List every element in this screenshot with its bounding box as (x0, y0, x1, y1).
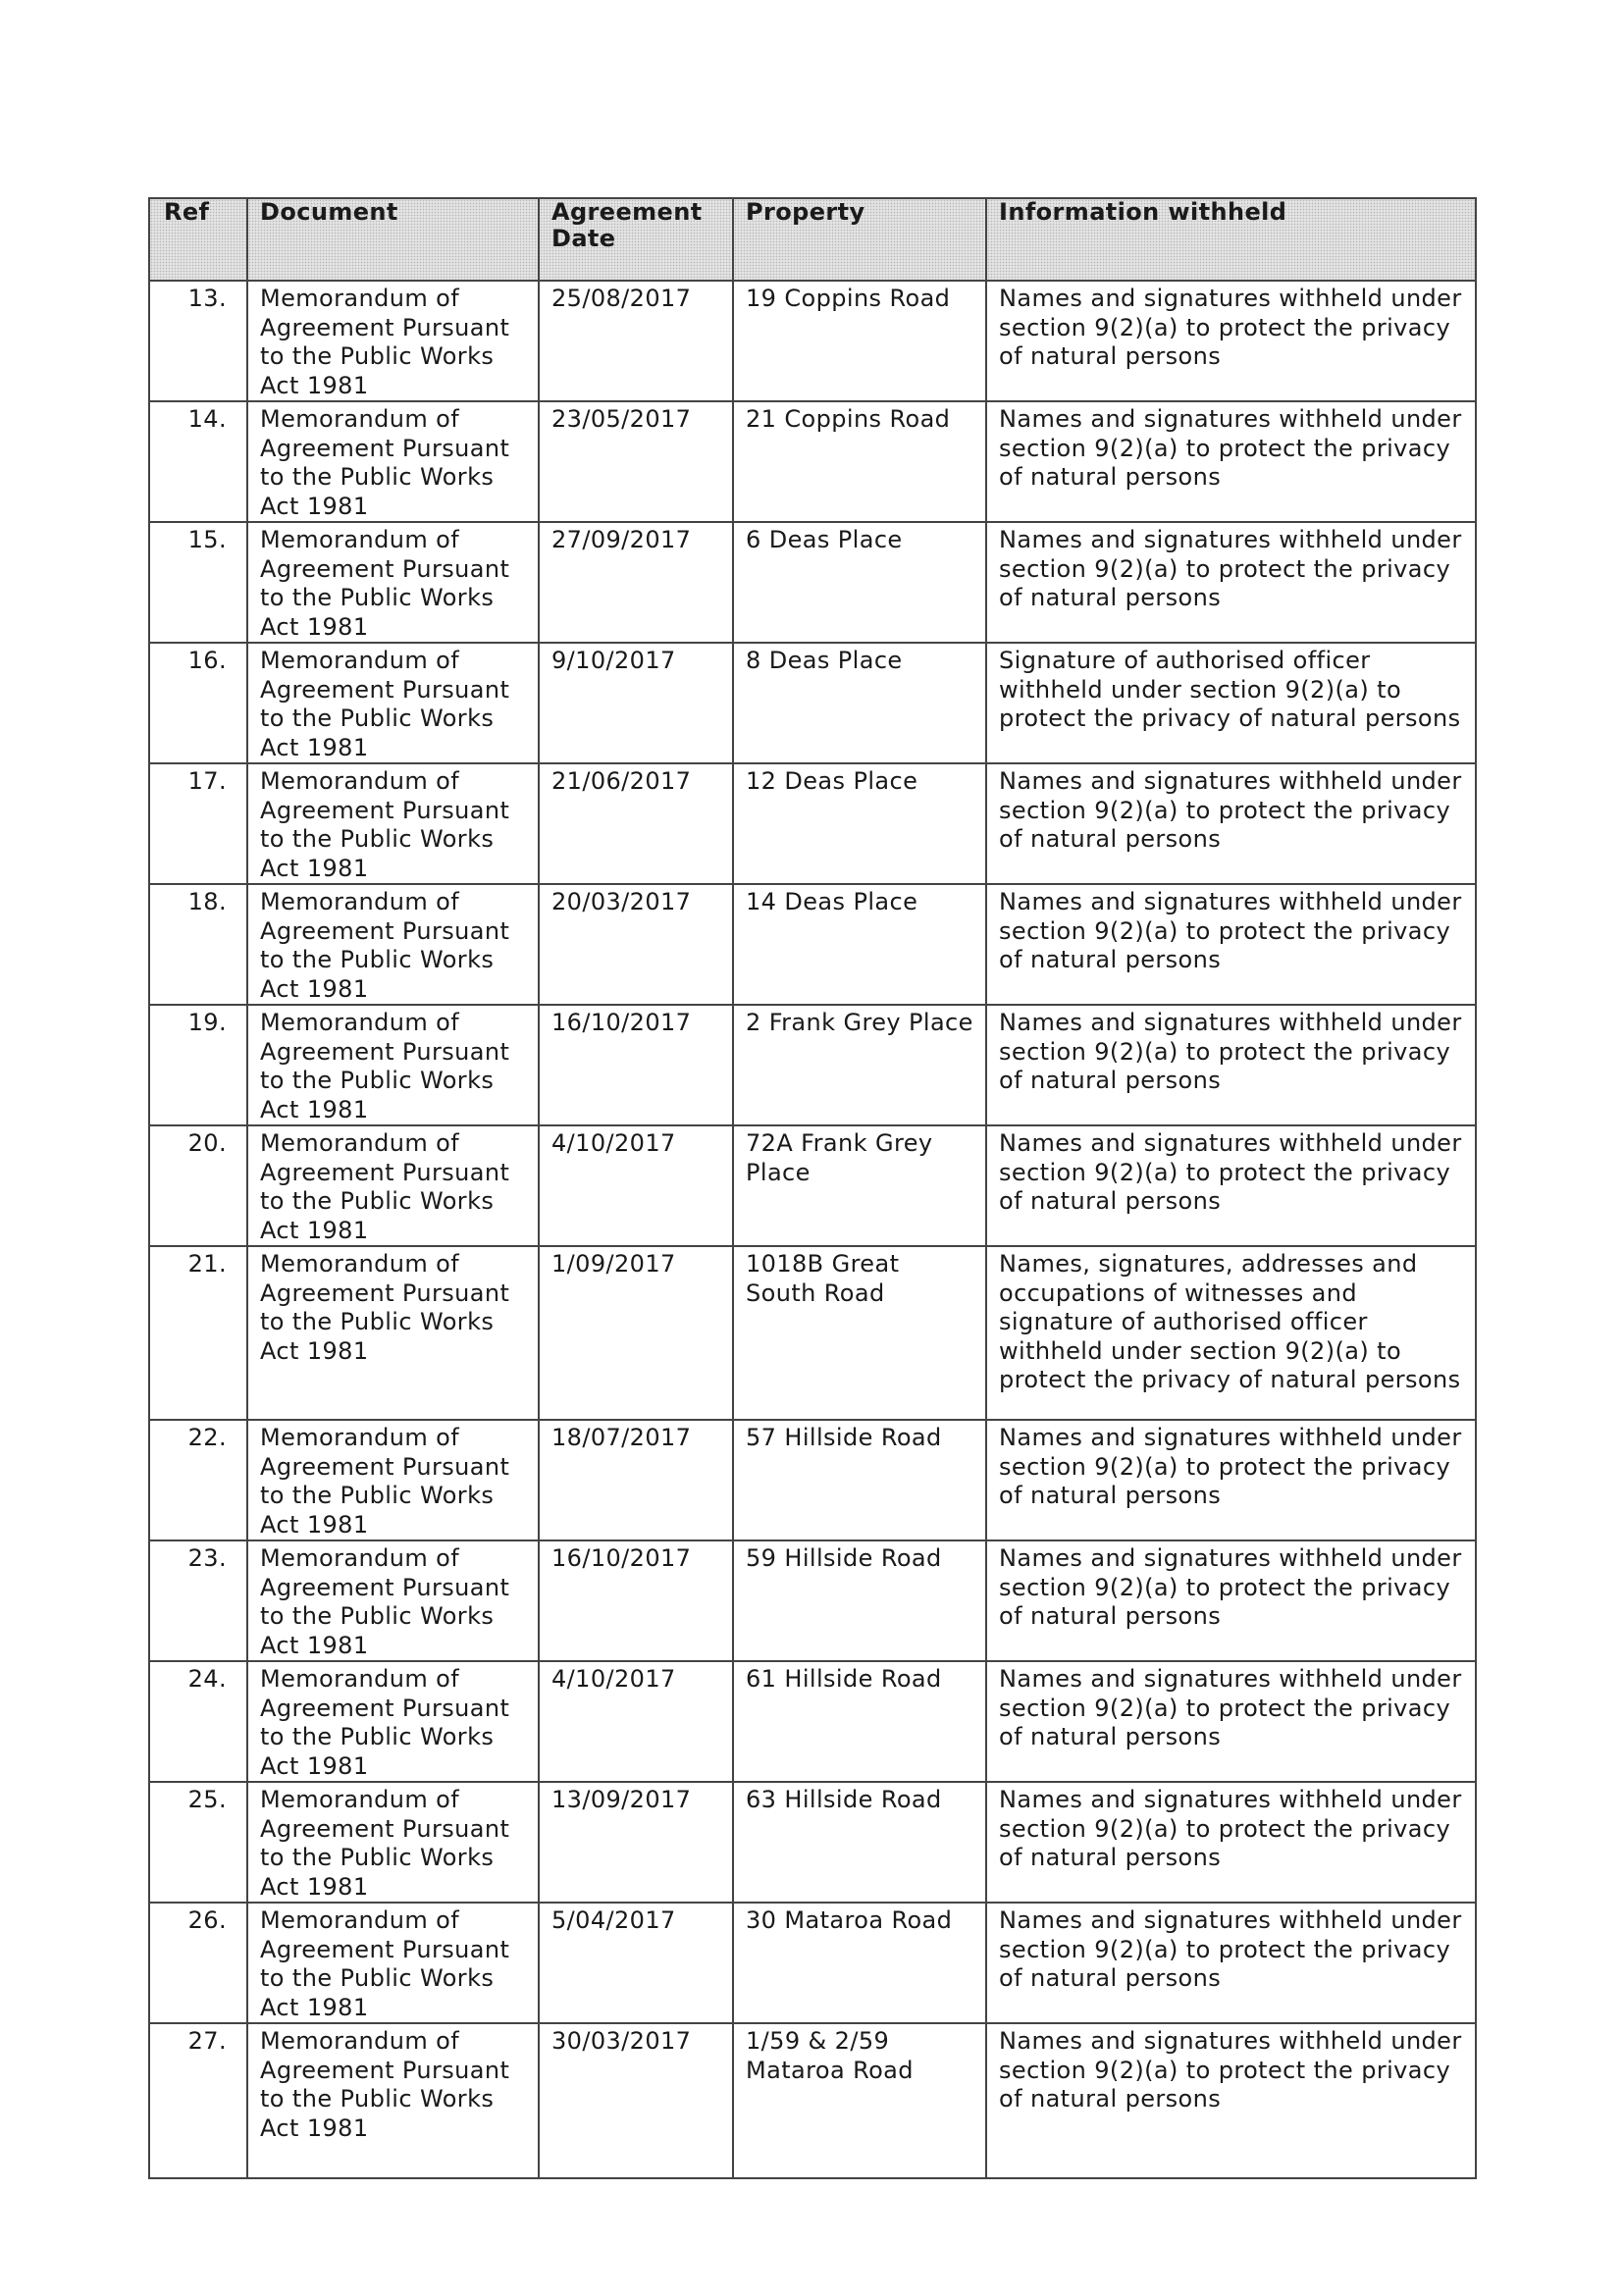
cell-agreement-date: 20/03/2017 (539, 884, 733, 1005)
cell-ref: 18. (149, 884, 247, 1005)
table-header (149, 198, 1476, 281)
cell-information-withheld: Names, signatures, addresses and occupations of witnesses and signature of authorised officer withheld under section 9(2)(a) to protect the privacy of natural persons (986, 1246, 1476, 1420)
cell-ref: 14. (149, 401, 247, 522)
cell-information-withheld: Names and signatures withheld under section 9(2)(a) to protect the privacy of natural persons (986, 522, 1476, 643)
cell-ref: 16. (149, 643, 247, 763)
cell-information-withheld: Names and signatures withheld under section 9(2)(a) to protect the privacy of natural persons (986, 1903, 1476, 2023)
cell-agreement-date: 4/10/2017 (539, 1125, 733, 1246)
cell-document: Memorandum of Agreement Pursuant to the Public Works Act 1981 (247, 1246, 539, 1420)
cell-property: 8 Deas Place (733, 643, 986, 763)
cell-property: 61 Hillside Road (733, 1661, 986, 1782)
cell-information-withheld: Names and signatures withheld under section 9(2)(a) to protect the privacy of natural persons (986, 1661, 1476, 1782)
cell-agreement-date: 23/05/2017 (539, 401, 733, 522)
cell-property: 21 Coppins Road (733, 401, 986, 522)
cell-property: 2 Frank Grey Place (733, 1005, 986, 1125)
cell-document: Memorandum of Agreement Pursuant to the Public Works Act 1981 (247, 281, 539, 401)
cell-ref: 19. (149, 1005, 247, 1125)
table-row (149, 1782, 1476, 1903)
cell-property: 12 Deas Place (733, 763, 986, 884)
header-agreement-date: Agreement Date (539, 198, 733, 281)
cell-property: 57 Hillside Road (733, 1420, 986, 1540)
cell-information-withheld: Names and signatures withheld under section 9(2)(a) to protect the privacy of natural persons (986, 401, 1476, 522)
cell-agreement-date: 1/09/2017 (539, 1246, 733, 1420)
cell-property: 30 Mataroa Road (733, 1903, 986, 2023)
table-row (149, 1903, 1476, 2023)
cell-ref: 24. (149, 1661, 247, 1782)
cell-agreement-date: 13/09/2017 (539, 1782, 733, 1903)
table-row (149, 643, 1476, 763)
cell-ref: 27. (149, 2023, 247, 2178)
cell-property: 72A Frank Grey Place (733, 1125, 986, 1246)
cell-property: 6 Deas Place (733, 522, 986, 643)
cell-ref: 22. (149, 1420, 247, 1540)
table-row (149, 1540, 1476, 1661)
cell-agreement-date: 25/08/2017 (539, 281, 733, 401)
table-row (149, 763, 1476, 884)
agreements-table (148, 197, 1477, 2179)
table-row (149, 2023, 1476, 2178)
cell-ref: 13. (149, 281, 247, 401)
cell-property: 63 Hillside Road (733, 1782, 986, 1903)
cell-agreement-date: 27/09/2017 (539, 522, 733, 643)
cell-property: 59 Hillside Road (733, 1540, 986, 1661)
header-ref: Ref (149, 198, 247, 281)
cell-agreement-date: 16/10/2017 (539, 1540, 733, 1661)
cell-information-withheld: Names and signatures withheld under section 9(2)(a) to protect the privacy of natural persons (986, 1782, 1476, 1903)
header-information-withheld: Information withheld (986, 198, 1476, 281)
cell-document: Memorandum of Agreement Pursuant to the Public Works Act 1981 (247, 1420, 539, 1540)
table-body (149, 281, 1476, 2178)
table-row (149, 1420, 1476, 1540)
cell-property: 1018B Great South Road (733, 1246, 986, 1420)
cell-information-withheld: Names and signatures withheld under section 9(2)(a) to protect the privacy of natural persons (986, 281, 1476, 401)
cell-information-withheld: Names and signatures withheld under section 9(2)(a) to protect the privacy of natural persons (986, 884, 1476, 1005)
cell-property: 19 Coppins Road (733, 281, 986, 401)
header-row (149, 198, 1476, 281)
cell-agreement-date: 16/10/2017 (539, 1005, 733, 1125)
cell-document: Memorandum of Agreement Pursuant to the Public Works Act 1981 (247, 1903, 539, 2023)
cell-property: 1/59 & 2/59 Mataroa Road (733, 2023, 986, 2178)
cell-agreement-date: 5/04/2017 (539, 1903, 733, 2023)
cell-document: Memorandum of Agreement Pursuant to the Public Works Act 1981 (247, 884, 539, 1005)
table-row (149, 401, 1476, 522)
cell-agreement-date: 30/03/2017 (539, 2023, 733, 2178)
cell-document: Memorandum of Agreement Pursuant to the Public Works Act 1981 (247, 1005, 539, 1125)
cell-agreement-date: 18/07/2017 (539, 1420, 733, 1540)
cell-document: Memorandum of Agreement Pursuant to the Public Works Act 1981 (247, 763, 539, 884)
cell-information-withheld: Signature of authorised officer withheld under section 9(2)(a) to protect the privacy of natural persons (986, 643, 1476, 763)
cell-document: Memorandum of Agreement Pursuant to the Public Works Act 1981 (247, 401, 539, 522)
cell-information-withheld: Names and signatures withheld under section 9(2)(a) to protect the privacy of natural persons (986, 1540, 1476, 1661)
cell-ref: 15. (149, 522, 247, 643)
table-row (149, 1246, 1476, 1420)
table-row (149, 522, 1476, 643)
table-row (149, 884, 1476, 1005)
cell-document: Memorandum of Agreement Pursuant to the Public Works Act 1981 (247, 1661, 539, 1782)
table-row (149, 1125, 1476, 1246)
cell-document: Memorandum of Agreement Pursuant to the Public Works Act 1981 (247, 643, 539, 763)
cell-ref: 26. (149, 1903, 247, 2023)
cell-ref: 20. (149, 1125, 247, 1246)
cell-ref: 21. (149, 1246, 247, 1420)
table-row (149, 1005, 1476, 1125)
table-row (149, 1661, 1476, 1782)
cell-document: Memorandum of Agreement Pursuant to the Public Works Act 1981 (247, 2023, 539, 2178)
cell-information-withheld: Names and signatures withheld under section 9(2)(a) to protect the privacy of natural persons (986, 763, 1476, 884)
header-document: Document (247, 198, 539, 281)
table-row (149, 281, 1476, 401)
cell-document: Memorandum of Agreement Pursuant to the Public Works Act 1981 (247, 522, 539, 643)
cell-agreement-date: 4/10/2017 (539, 1661, 733, 1782)
cell-property: 14 Deas Place (733, 884, 986, 1005)
cell-ref: 17. (149, 763, 247, 884)
cell-information-withheld: Names and signatures withheld under section 9(2)(a) to protect the privacy of natural persons (986, 1005, 1476, 1125)
cell-information-withheld: Names and signatures withheld under section 9(2)(a) to protect the privacy of natural persons (986, 1420, 1476, 1540)
cell-information-withheld: Names and signatures withheld under section 9(2)(a) to protect the privacy of natural persons (986, 2023, 1476, 2178)
cell-information-withheld: Names and signatures withheld under section 9(2)(a) to protect the privacy of natural persons (986, 1125, 1476, 1246)
cell-agreement-date: 9/10/2017 (539, 643, 733, 763)
cell-document: Memorandum of Agreement Pursuant to the Public Works Act 1981 (247, 1540, 539, 1661)
cell-document: Memorandum of Agreement Pursuant to the Public Works Act 1981 (247, 1782, 539, 1903)
cell-ref: 25. (149, 1782, 247, 1903)
cell-document: Memorandum of Agreement Pursuant to the Public Works Act 1981 (247, 1125, 539, 1246)
header-property: Property (733, 198, 986, 281)
cell-agreement-date: 21/06/2017 (539, 763, 733, 884)
cell-ref: 23. (149, 1540, 247, 1661)
